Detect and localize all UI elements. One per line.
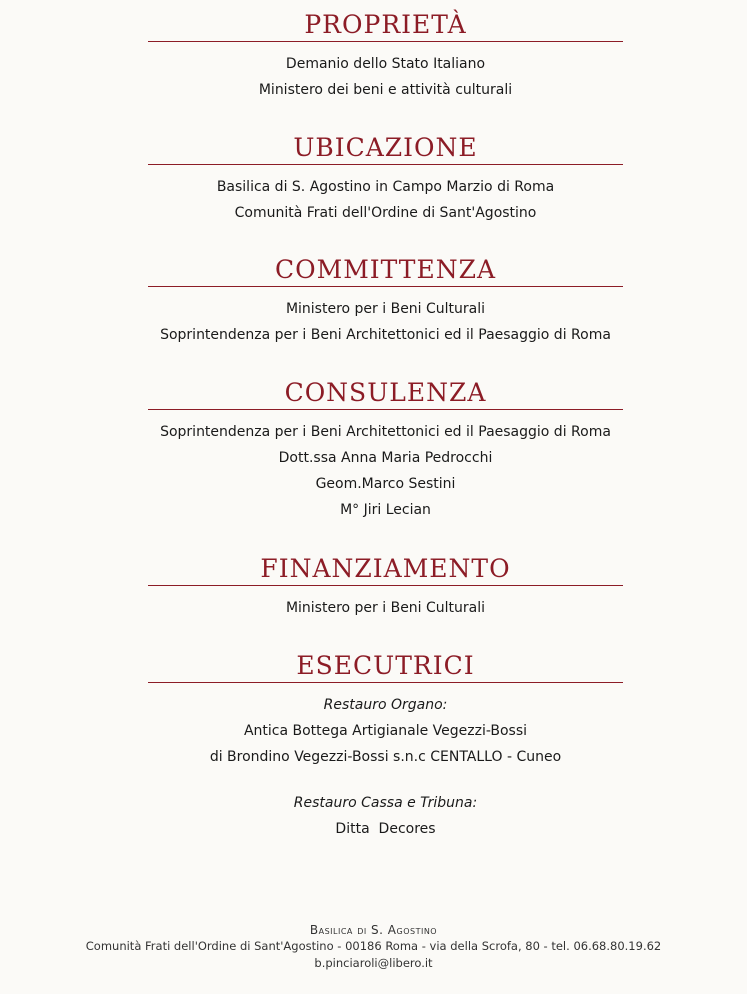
section-esecutrici	[148, 651, 623, 842]
section-line: di Brondino Vegezzi-Bossi s.n.c CENTALLO - Cuneo	[209, 749, 562, 765]
section-ubicazione	[148, 133, 623, 226]
section-divider	[148, 164, 623, 165]
section-line: Soprintendenza per i Beni Architettonici ed il Paesaggio di Roma	[160, 327, 611, 343]
section-divider	[148, 585, 623, 586]
section-divider	[148, 286, 623, 287]
case-restoration-label: Restauro Cassa e Tribuna:	[293, 795, 478, 811]
section-line: Demanio dello Stato Italiano	[285, 56, 486, 72]
section-divider	[148, 41, 623, 42]
section-heading: FINANZIAMENTO	[260, 554, 511, 583]
section-heading: UBICAZIONE	[293, 133, 478, 162]
section-line: Soprintendenza per i Beni Architettonici ed il Paesaggio di Roma	[160, 424, 611, 440]
section-proprieta	[148, 10, 623, 103]
section-heading: COMMITTENZA	[274, 255, 497, 284]
section-finanziamento	[148, 554, 623, 621]
section-line: Comunità Frati dell'Ordine di Sant'Agostino	[234, 205, 537, 221]
footer-address: Comunità Frati dell'Ordine di Sant'Agostino - 00186 Roma - via della Scrofa, 80 - tel. 06.68.80.19.62	[85, 939, 662, 953]
section-line: Ministero per i Beni Culturali	[285, 301, 486, 317]
section-line: Antica Bottega Artigianale Vegezzi-Bossi	[243, 723, 528, 739]
section-line: M° Jiri Lecian	[340, 502, 431, 518]
section-committenza	[148, 255, 623, 348]
section-heading: CONSULENZA	[284, 378, 487, 407]
section-line: Basilica di S. Agostino in Campo Marzio di Roma	[216, 179, 555, 195]
section-heading: ESECUTRICI	[296, 651, 475, 680]
section-divider	[148, 682, 623, 683]
section-heading: PROPRIETÀ	[304, 10, 467, 39]
footer-title: Basilica di S. Agostino	[309, 923, 438, 937]
organ-restoration-label: Restauro Organo:	[323, 697, 448, 713]
section-line: Ministero per i Beni Culturali	[285, 600, 486, 616]
footer-email[interactable]: b.pinciaroli@libero.it	[314, 956, 433, 970]
section-divider	[148, 409, 623, 410]
section-line: Geom.Marco Sestini	[315, 476, 456, 492]
section-line: Dott.ssa Anna Maria Pedrocchi	[278, 450, 493, 466]
footer	[0, 923, 747, 970]
section-line: Ministero dei beni e attività culturali	[258, 82, 513, 98]
section-line: Ditta Decores	[335, 821, 436, 837]
section-consulenza	[148, 378, 623, 523]
